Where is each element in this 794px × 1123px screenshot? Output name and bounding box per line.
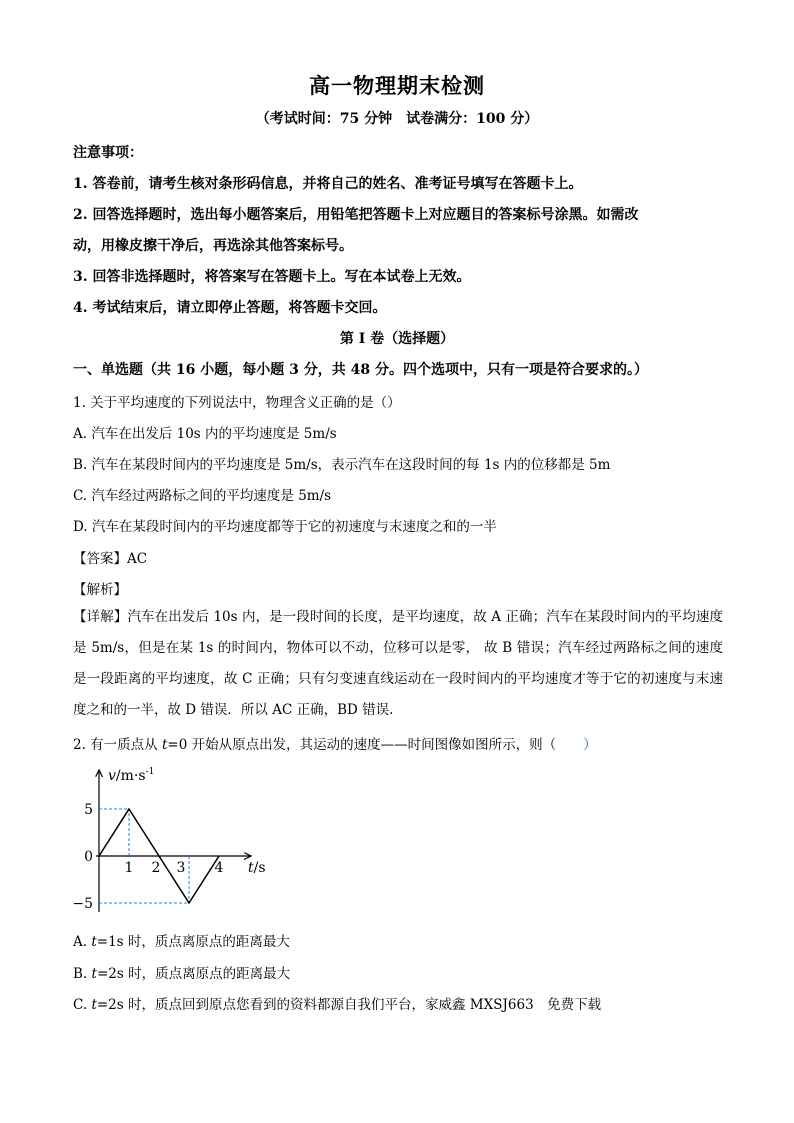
answer-value: AC: [127, 551, 148, 567]
note-item: 4. 考试结束后，请立即停止答题，将答题卡交回。: [73, 300, 387, 316]
q1-answer: [73, 547, 723, 567]
note-item: 2. 回答选择题时，选出每小题答案后，用铅笔把答题卡上对应题目的答案标号涂黑。如需改: [73, 207, 639, 223]
x-tick-label: 3: [176, 860, 186, 876]
question-2-stem: 2. 有一质点从 t=0 开始从原点出发，其运动的速度——时间图像如图所示，则（ ）: [73, 737, 597, 753]
q1-option-d: D. 汽车在某段时间内的平均速度都等于它的初速度与末速度之和的一半: [73, 519, 497, 535]
q2-option-c: C. t=2s 时，质点回到原点您看到的资料都源自我们平台，家威鑫 MXSJ663 免费下载: [73, 997, 602, 1013]
note-item: 1. 答卷前，请考生核对条形码信息，并将自己的姓名、准考证号填写在答题卡上。: [73, 176, 583, 192]
q2-option-b: B. t=2s 时，质点离原点的距离最大: [73, 966, 291, 982]
note-item: 动，用橡皮擦干净后，再选涂其他答案标号。: [73, 238, 353, 254]
x-tick-label: 2: [151, 860, 161, 876]
y-tick-label: 5: [84, 802, 93, 818]
y-tick-label: 0: [84, 849, 93, 865]
q1-option-b: B. 汽车在某段时间内的平均速度是 5m/s，表示汽车在这段时间的每 1s 内的位移都是 5m: [73, 457, 611, 473]
q1-option-c: C. 汽车经过两路标之间的平均速度是 5m/s: [73, 488, 332, 504]
notes-heading: 注意事项：: [73, 145, 143, 161]
velocity-time-graph: [66, 762, 286, 922]
page-title: 高一物理期末检测: [309, 73, 485, 98]
q1-option-a: A. 汽车在出发后 10s 内的平均速度是 5m/s: [73, 426, 337, 442]
question-1-stem: 1. 关于平均速度的下列说法中，物理含义正确的是（）: [73, 395, 401, 411]
section-heading: 一、单选题（共 16 小题，每小题 3 分，共 48 分。四个选项中，只有一项是符合要求的。）: [73, 362, 648, 378]
answer-tag: 【答案】: [73, 551, 127, 567]
volume-title: 第 I 卷（选择题）: [339, 331, 455, 347]
y-axis-label: $v/m\cdot s^{-1}$: [108, 767, 155, 784]
x-axis-label: t/s: [248, 860, 266, 876]
q2-option-a: A. t=1s 时，质点离原点的距离最大: [73, 934, 290, 950]
x-tick-label: 4: [214, 860, 224, 876]
watermark-text: 您看到的资料都源自我们平台，家威鑫 MXSJ663 免费下载: [236, 997, 602, 1013]
y-tick-label: −5: [72, 896, 93, 912]
note-item: 3. 回答非选择题时，将答案写在答题卡上。写在本试卷上无效。: [73, 269, 471, 285]
q1-analysis-tag: 【解析】: [73, 582, 127, 598]
q1-explanation: [73, 602, 723, 726]
detail-text: 汽车在出发后 10s 内，是一段时间的长度，是平均速度，故 A 正确；汽车在某段时间内的平均速度是 5m/s，但是在某 1s 的时间内，物体可以不动，位移可以是零， 故 B 错误；汽车经过两路标之间的速度是一段距离的平均速度，故 C 正确；只有匀变速直线运动在一段时间内的平均速度才等于它的初速度与末速度之和的一半，故 D 错误．所以 AC 正确，BD 错误.: [73, 609, 724, 718]
exam-info: （考试时间：75 分钟 试卷满分：100 分）: [255, 111, 539, 127]
tick-labels: [72, 802, 223, 912]
detail-tag: 【详解】: [73, 609, 128, 625]
x-tick-label: 1: [124, 860, 134, 876]
